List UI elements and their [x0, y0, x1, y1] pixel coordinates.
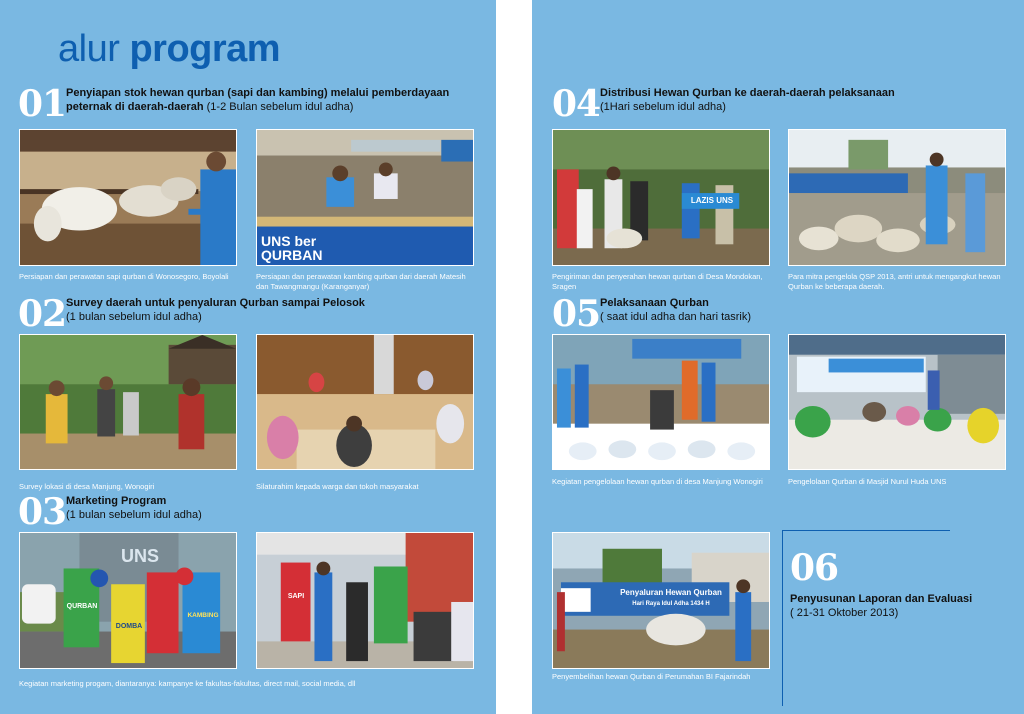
caption-slaughter: Penyembelihan hewan Qurban di Perumahan BI Fajarindah — [552, 672, 751, 681]
photo-marketing-outdoor — [19, 532, 237, 669]
sign-qurban: QURBAN — [66, 603, 98, 610]
step-title-01: Penyiapan stok hewan qurban (sapi dan kambing) melalui pemberdayaan peternak di daerah-daerah — [66, 87, 450, 113]
photo-cows-stable — [19, 129, 237, 266]
step-heading-06 — [790, 592, 976, 620]
step-note-04: (1Hari sebelum idul adha) — [600, 101, 726, 113]
caption-cows: Persiapan dan perawatan sapi qurban di Wonosegoro, Boyolali — [19, 272, 229, 281]
caption-survey: Survey lokasi di desa Manjung, Wonogiri — [19, 482, 155, 491]
step-heading-04 — [600, 86, 1000, 114]
step-note-06: ( 21-31 Oktober 2013) — [790, 607, 899, 619]
step-note-02: (1 bulan sebelum idul adha) — [66, 311, 202, 323]
step-note-03: (1 bulan sebelum idul adha) — [66, 509, 202, 521]
photo-marketing-campus — [256, 532, 474, 669]
photo-goats-queue — [788, 129, 1006, 266]
caption-silaturahim: Silaturahim kepada warga dan tokoh masyarakat — [256, 482, 419, 491]
step-number-04: 04 — [552, 83, 601, 125]
step-heading-02 — [66, 296, 466, 324]
sign-domba: DOMBA — [115, 623, 143, 630]
right-page — [532, 0, 1024, 714]
step-note-05: ( saat idul adha dan hari tasrik) — [600, 311, 752, 323]
title-part-2: program — [129, 28, 281, 70]
photo-survey-village — [19, 334, 237, 470]
banner-lazis-uns: LAZIS UNS — [690, 196, 734, 205]
sign-kambing: KAMBING — [187, 612, 219, 619]
photo-slaughter — [552, 532, 770, 669]
step-title-04: Distribusi Hewan Qurban ke daerah-daerah pelaksanaan — [600, 87, 895, 99]
caption-mosque: Pengelolaan Qurban di Masjid Nurul Huda UNS — [788, 477, 947, 486]
step-06-rule-top — [782, 530, 950, 531]
step-06-box — [782, 530, 980, 706]
left-page — [0, 0, 496, 714]
banner-penyaluran: Penyaluran Hewan Qurban — [620, 588, 722, 597]
step-06-rule-left — [782, 530, 783, 706]
caption-goats-queue: Para mitra pengelola QSP 2013, antri untuk mengangkut hewan Qurban ke beberapa daerah. — [788, 272, 1001, 291]
caption-meat-packing: Kegiatan pengelolaan hewan qurban di desa Manjung Wonogiri — [552, 477, 763, 486]
step-note-01: (1-2 Bulan sebelum idul adha) — [206, 101, 354, 113]
caption-marketing: Kegiatan marketing progam, diantaranya: kampanye ke fakultas-fakultas, direct mail, social media, dll — [19, 679, 356, 688]
step-title-06: Penyusunan Laporan dan Evaluasi — [790, 593, 973, 605]
step-number-06: 06 — [790, 547, 839, 589]
photo-mosque-processing — [788, 334, 1006, 470]
photo-silaturahim — [256, 334, 474, 470]
step-number-01: 01 — [18, 83, 67, 125]
step-number-05: 05 — [552, 293, 601, 335]
photo-distribution-lazis — [552, 129, 770, 266]
banner-uns-berqurban: UNS ber QURBAN — [261, 233, 323, 263]
building-sign-uns: UNS — [120, 546, 159, 566]
step-number-03: 03 — [18, 491, 67, 533]
photo-meat-packing — [552, 334, 770, 470]
step-title-05: Pelaksanaan Qurban — [600, 297, 709, 309]
banner-hari-raya: Hari Raya Idul Adha 1434 H — [632, 601, 710, 607]
step-title-02: Survey daerah untuk penyaluran Qurban sampai Pelosok — [66, 297, 365, 309]
sign-sapi: SAPI — [287, 593, 305, 600]
caption-distribution: Pengiriman dan penyerahan hewan qurban di Desa Mondokan, Sragen — [552, 272, 763, 291]
page-title — [58, 26, 280, 72]
title-part-1: alur — [58, 28, 120, 70]
photo-goats-pen — [256, 129, 474, 266]
step-number-02: 02 — [18, 293, 67, 335]
step-heading-05 — [600, 296, 1000, 324]
step-heading-01 — [66, 86, 466, 114]
step-heading-03 — [66, 494, 466, 522]
step-title-03: Marketing Program — [66, 495, 167, 507]
caption-goats: Persiapan dan perawatan kambing qurban dari daerah Matesih dan Tawangmangu (Karanganyar) — [256, 272, 466, 291]
